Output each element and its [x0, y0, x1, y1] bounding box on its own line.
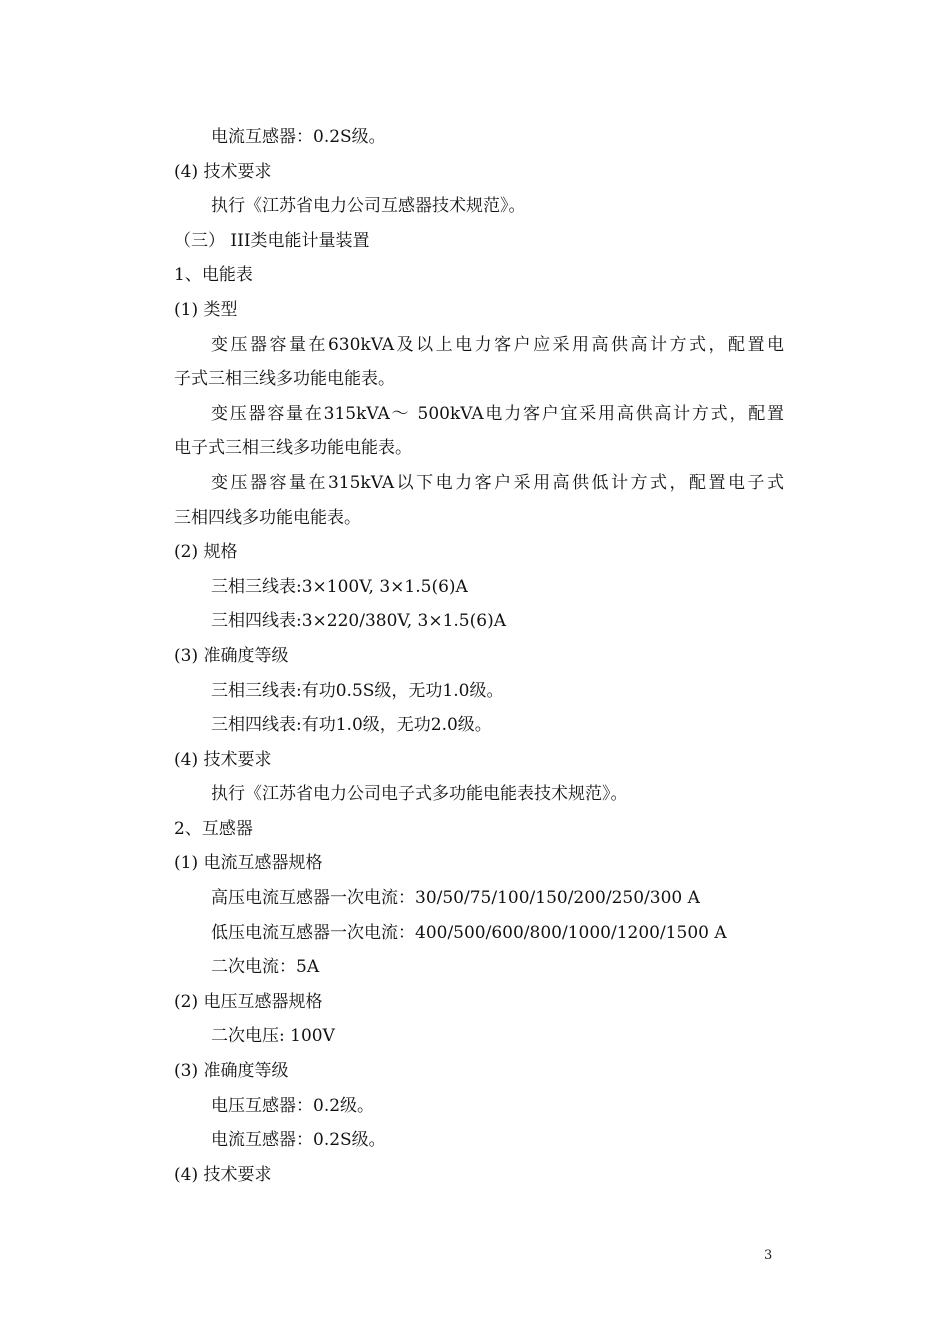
text-line: 电流互感器：0.2S级。: [211, 127, 386, 147]
text-line: 二次电流：5A: [211, 957, 320, 978]
subsection-heading: 1、电能表: [174, 265, 253, 286]
text-line: 三相三线表:有功0.5S级，无功1.0级。: [211, 680, 504, 701]
text-line: 低压电流互感器一次电流：400/500/600/800/1000/1200/1500 A: [211, 922, 727, 943]
text-line: 二次电压: 100V: [211, 1026, 335, 1047]
paragraph-line: 变压器容量在315kVA～ 500kVA电力客户宜采用高供高计方式，配置: [211, 403, 784, 424]
subheading: (1) 类型: [174, 299, 238, 320]
document-body: [174, 120, 784, 1192]
subheading: (1) 电流互感器规格: [174, 853, 323, 874]
paragraph-line: 子式三相三线多功能电能表。: [174, 369, 395, 390]
paragraph-line: 变压器容量在315kVA以下电力客户采用高供低计方式，配置电子式: [211, 472, 784, 493]
text-line: 执行《江苏省电力公司互感器技术规范》。: [211, 196, 526, 217]
page-number: 3: [764, 1248, 773, 1263]
subheading: (4) 技术要求: [174, 161, 272, 182]
subheading: (2) 电压互感器规格: [174, 991, 323, 1012]
subheading: (4) 技术要求: [174, 1164, 272, 1185]
section-heading: （三） III类电能计量装置: [174, 230, 370, 251]
text-line: 三相四线表:有功1.0级，无功2.0级。: [211, 715, 492, 736]
paragraph-line: 电子式三相三线多功能电能表。: [174, 438, 412, 459]
subheading: (4) 技术要求: [174, 749, 272, 770]
text-line: 执行《江苏省电力公司电子式多功能电能表技术规范》。: [211, 784, 628, 805]
subheading: (3) 准确度等级: [174, 645, 289, 666]
text-line: 电流互感器：0.2S级。: [211, 1130, 386, 1151]
text-line: 电压互感器：0.2级。: [211, 1095, 375, 1116]
paragraph-line: 变压器容量在630kVA及以上电力客户应采用高供高计方式，配置电: [211, 334, 784, 355]
subheading: (2) 规格: [174, 542, 238, 563]
paragraph-line: 三相四线多功能电能表。: [174, 507, 361, 528]
text-line: 高压电流互感器一次电流：30/50/75/100/150/200/250/300 A: [211, 888, 700, 909]
subheading: (3) 准确度等级: [174, 1061, 289, 1082]
subsection-heading: 2、互感器: [174, 818, 253, 839]
text-line: 三相四线表:3×220/380V, 3×1.5(6)A: [211, 611, 506, 632]
text-line: 三相三线表:3×100V, 3×1.5(6)A: [211, 576, 468, 597]
